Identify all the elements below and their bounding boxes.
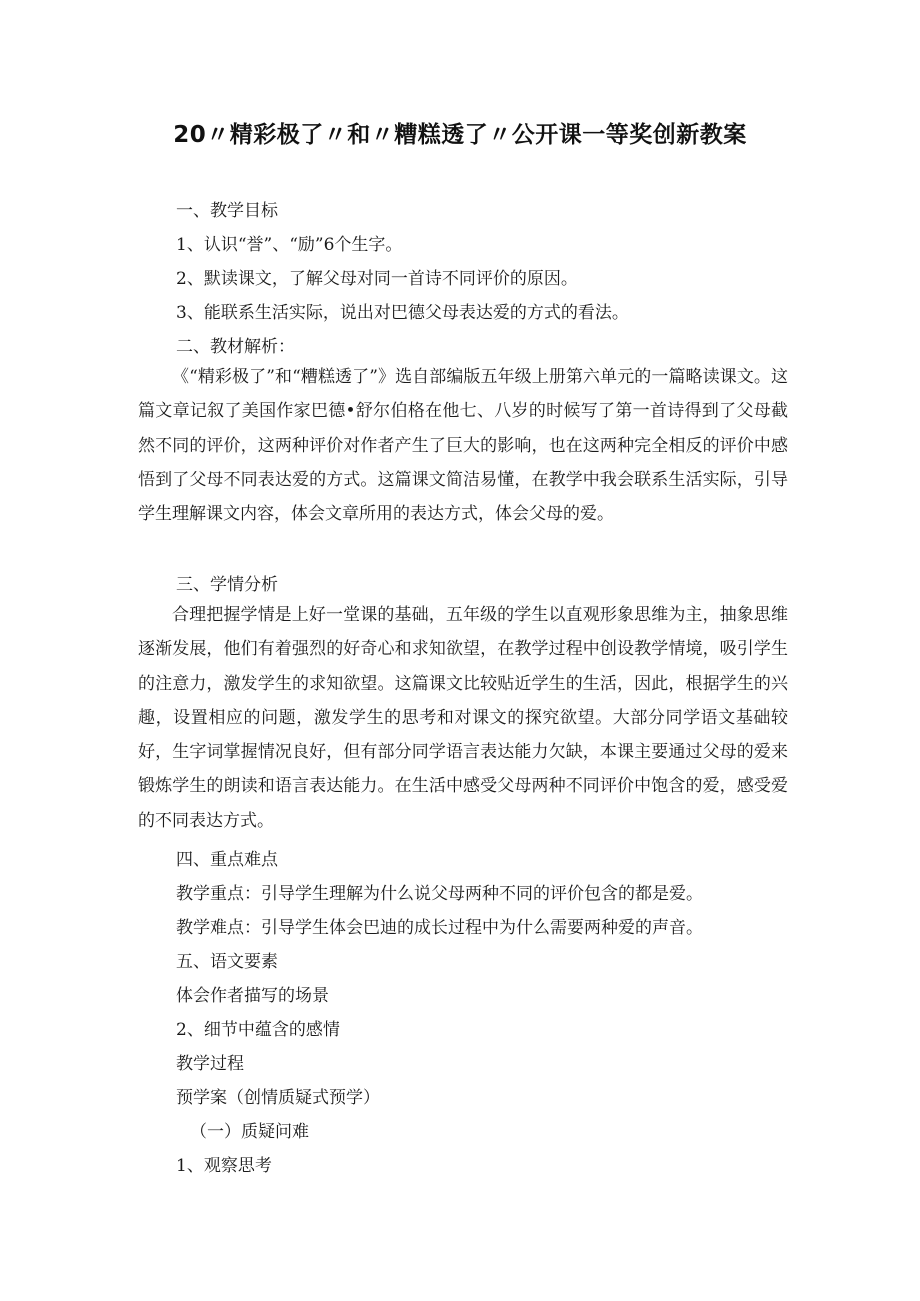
goal-item-1: 1、认识“誉”、“励”6个生字。 <box>176 235 403 255</box>
section-heading-language: 五、语文要素 <box>176 952 278 972</box>
language-item-1: 体会作者描写的场景 <box>176 986 329 1006</box>
goal-item-3: 3、能联系生活实际，说出对巴德父母表达爱的方式的看法。 <box>176 303 629 323</box>
preview-heading: 预学案（创情质疑式预学） <box>176 1088 380 1108</box>
observe-item: 1、观察思考 <box>176 1156 272 1176</box>
language-item-2: 2、细节中蕴含的感情 <box>176 1020 340 1040</box>
material-paragraph: 《“精彩极了”和“糟糕透了”》选自部编版五年级上册第六单元的一篇略读课文。这篇文章记叙了美国作家巴德•舒尔伯格在他七、八岁的时候写了第一首诗得到了父母截然不同的评价，这两种评价对作者产生了巨大的影响，也在这两种完全相反的评价中感悟到了父母不同表达爱的方式。这篇课文简洁易懂，在教学中我会联系生活实际，引导学生理解课文内容，体会文章所用的表达方式，体会父母的爱。 <box>138 367 788 525</box>
key-point: 教学重点：引导学生理解为什么说父母两种不同的评价包含的都是爱。 <box>176 884 703 904</box>
goal-item-2: 2、默读课文，了解父母对同一首诗不同评价的原因。 <box>176 269 578 289</box>
section-heading-material: 二、教材解析： <box>176 337 295 357</box>
section-heading-key: 四、重点难点 <box>176 850 278 870</box>
section-heading-process: 教学过程 <box>176 1054 244 1074</box>
student-paragraph: 合理把握学情是上好一堂课的基础，五年级的学生以直观形象思维为主，抽象思维逐渐发展，他们有着强烈的好奇心和求知欲望，在教学过程中创设教学情境，吸引学生的注意力，激发学生的求知欲望。这篇课文比较贴近学生的生活，因此，根据学生的兴趣，设置相应的问题，激发学生的思考和对课文的探究欲望。大部分同学语文基础较好，生字词掌握情况良好，但有部分同学语言表达能力欠缺，本课主要通过父母的爱来锻炼学生的朗读和语言表达能力。在生活中感受父母两种不同评价中饱含的爱，感受爱的不同表达方式。 <box>138 605 788 831</box>
difficult-point: 教学难点：引导学生体会巴迪的成长过程中为什么需要两种爱的声音。 <box>176 918 703 938</box>
section-heading-student: 三、学情分析 <box>176 575 278 595</box>
section-heading-goals: 一、教学目标 <box>176 201 278 221</box>
document-title: 20〃精彩极了〃和〃糟糕透了〃公开课一等奖创新教案 <box>173 122 747 148</box>
question-heading: （一）质疑问难 <box>190 1122 309 1142</box>
